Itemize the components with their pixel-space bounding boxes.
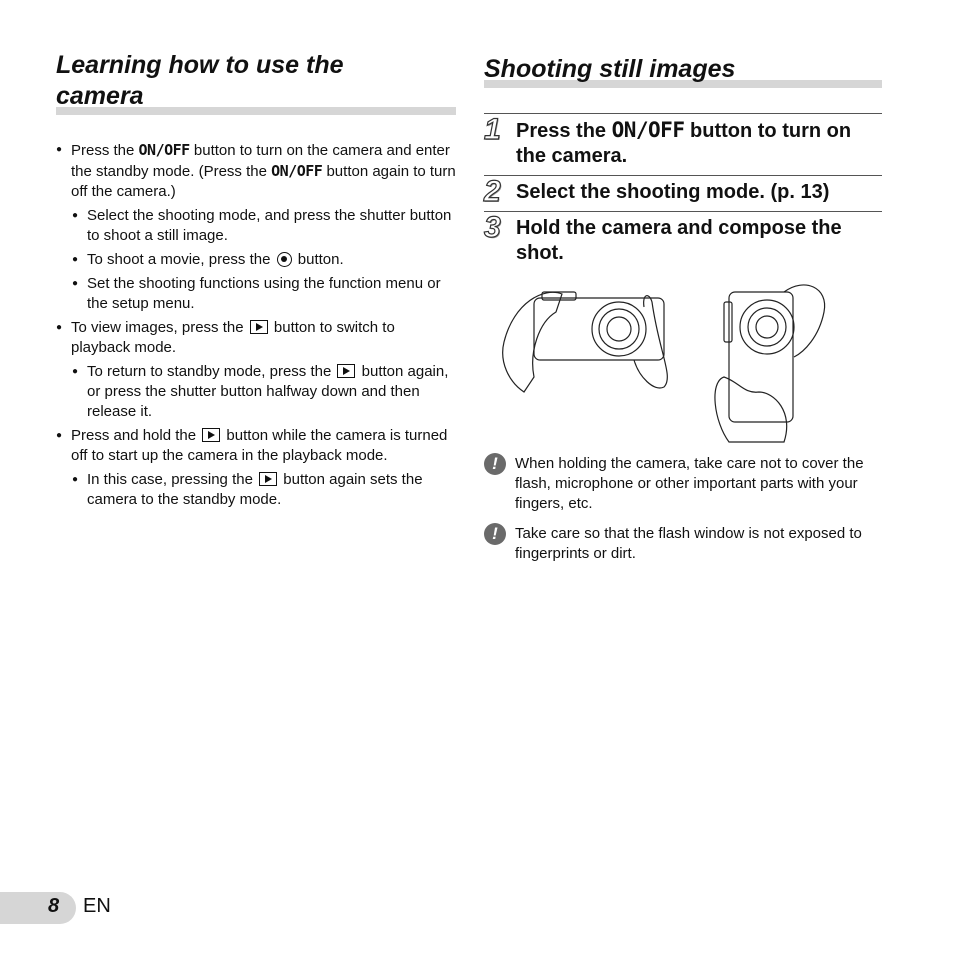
hands-holding-camera-icon xyxy=(484,282,882,448)
text: Set the shooting functions using the function menu or the setup menu. xyxy=(87,275,441,312)
note-text: When holding the camera, take care not to cover the flash, microphone or other important parts with your fingers, etc. xyxy=(515,455,864,512)
onoff-button-label: ON/OFF xyxy=(138,141,190,159)
text: Select the shooting mode. (p. 13) xyxy=(516,181,830,203)
text: button to turn on the camera. xyxy=(516,120,852,167)
step-3 xyxy=(484,211,882,272)
language-code: EN xyxy=(83,895,111,917)
list-item xyxy=(56,318,456,358)
caution-icon: ! xyxy=(484,453,506,475)
playback-icon xyxy=(259,472,277,486)
playback-icon xyxy=(250,320,268,334)
text: button. xyxy=(293,251,344,268)
step-number: 2 xyxy=(484,175,501,208)
bullet-list xyxy=(56,140,456,510)
caution-note xyxy=(484,524,882,564)
list-item xyxy=(72,274,456,314)
text: button to turn on the camera and enter the standby mode. (Press the xyxy=(71,142,450,180)
title-line-2: camera xyxy=(56,82,144,110)
text: Press the xyxy=(71,142,139,159)
step-number: 1 xyxy=(484,113,501,146)
text: button again to turn off the camera.) xyxy=(71,163,456,200)
list-item xyxy=(72,250,456,270)
caution-note xyxy=(484,454,882,514)
onoff-button-label: ON/OFF xyxy=(611,118,685,142)
page-number: 8 xyxy=(48,895,60,917)
list-item xyxy=(72,206,456,246)
step-number: 3 xyxy=(484,211,501,244)
note-text: Take care so that the flash window is not exposed to fingerprints or dirt. xyxy=(515,525,862,562)
list-item xyxy=(72,362,456,422)
camera-holding-illustration xyxy=(484,282,882,448)
section-title-learning xyxy=(56,50,456,112)
text: Hold the camera and compose the shot. xyxy=(516,217,842,264)
text: To shoot a movie, press the xyxy=(87,251,275,268)
list-item xyxy=(72,470,456,510)
playback-icon xyxy=(202,428,220,442)
step-2 xyxy=(484,175,882,211)
left-column xyxy=(56,50,456,514)
text: button again, or press the shutter button halfway down and then release it. xyxy=(87,363,449,420)
text: button again sets the camera to the standby mode. xyxy=(87,471,423,508)
caution-icon: ! xyxy=(484,523,506,545)
playback-icon xyxy=(337,364,355,378)
list-item xyxy=(56,426,456,466)
text: Select the shooting mode, and press the shutter button to shoot a still image. xyxy=(87,207,452,244)
right-column xyxy=(484,54,882,574)
page-number-tab xyxy=(0,892,76,924)
text: button while the camera is turned off to start up the camera in the playback mode. xyxy=(71,427,448,464)
title-line-1: Learning how to use the xyxy=(56,51,344,79)
list-item xyxy=(56,140,456,202)
section-title-shooting xyxy=(484,54,882,85)
onoff-button-label: ON/OFF xyxy=(271,162,323,180)
step-1 xyxy=(484,113,882,175)
text: Press and hold the xyxy=(71,427,201,444)
text: In this case, pressing the xyxy=(87,471,258,488)
title-text: Shooting still images xyxy=(484,55,736,83)
text: button to switch to playback mode. xyxy=(71,319,395,356)
text: To return to standby mode, press the xyxy=(87,363,336,380)
text: Press the xyxy=(516,120,612,142)
movie-record-icon xyxy=(277,252,292,267)
text: To view images, press the xyxy=(71,319,248,336)
